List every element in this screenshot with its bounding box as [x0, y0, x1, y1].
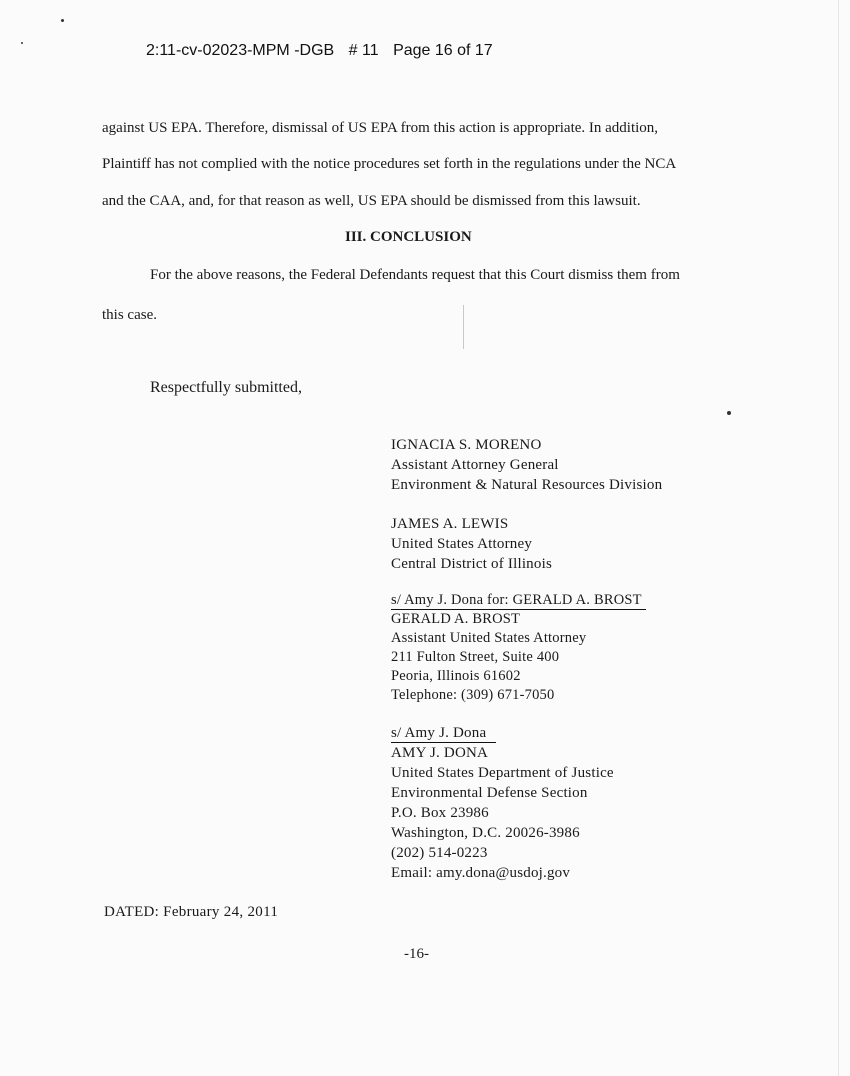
signer-title: United States Attorney — [391, 536, 533, 552]
case-number: 2:11-cv-02023-MPM -DGB — [146, 42, 335, 59]
document-number: # 11 — [348, 42, 379, 59]
email-address: Email: amy.dona@usdoj.gov — [391, 865, 571, 881]
address-city: Washington, D.C. 20026-3986 — [391, 825, 580, 841]
closing-text: Respectfully submitted, — [150, 379, 302, 396]
electronic-signature: s/ Amy J. Dona — [391, 725, 496, 743]
address-city: Peoria, Illinois 61602 — [391, 668, 521, 684]
address-po-box: P.O. Box 23986 — [391, 805, 489, 821]
body-line: against US EPA. Therefore, dismissal of US EPA from this action is appropriate. In addition, — [102, 120, 659, 136]
scan-speck — [61, 19, 64, 22]
page-number: -16- — [404, 946, 429, 962]
conclusion-line: For the above reasons, the Federal Defendants request that this Court dismiss them from — [150, 267, 680, 283]
signature-block-moreno — [391, 435, 662, 495]
signer-division: Environment & Natural Resources Division — [391, 477, 663, 493]
scan-edge — [838, 0, 839, 1076]
signer-title: Assistant Attorney General — [391, 457, 559, 473]
body-line: Plaintiff has not complied with the notice procedures set forth in the regulations under the NCA — [102, 156, 677, 172]
phone-number: Telephone: (309) 671-7050 — [391, 687, 555, 703]
signer-name: JAMES A. LEWIS — [391, 516, 509, 532]
signer-name: GERALD A. BROST — [391, 611, 521, 627]
dated-line: DATED: February 24, 2011 — [104, 904, 279, 920]
address-street: 211 Fulton Street, Suite 400 — [391, 649, 560, 665]
scan-speck — [727, 411, 731, 415]
signer-district: Central District of Illinois — [391, 556, 552, 572]
signer-name: IGNACIA S. MORENO — [391, 437, 542, 453]
conclusion-line: this case. — [102, 307, 157, 323]
electronic-signature: s/ Amy J. Dona for: GERALD A. BROST — [391, 592, 646, 610]
body-line: and the CAA, and, for that reason as well, US EPA should be dismissed from this lawsuit. — [102, 193, 641, 209]
signature-block-brost — [391, 591, 646, 705]
signature-block-dona — [391, 723, 614, 883]
signer-department: United States Department of Justice — [391, 765, 614, 781]
page-indicator: Page 16 of 17 — [393, 42, 493, 59]
signature-block-lewis — [391, 514, 552, 574]
case-header — [146, 42, 503, 60]
scan-speck — [21, 42, 23, 44]
section-heading: III. CONCLUSION — [345, 229, 472, 245]
phone-number: (202) 514-0223 — [391, 845, 488, 861]
signer-name: AMY J. DONA — [391, 745, 489, 761]
signer-section: Environmental Defense Section — [391, 785, 588, 801]
signer-title: Assistant United States Attorney — [391, 630, 587, 646]
scan-mark — [463, 305, 464, 349]
